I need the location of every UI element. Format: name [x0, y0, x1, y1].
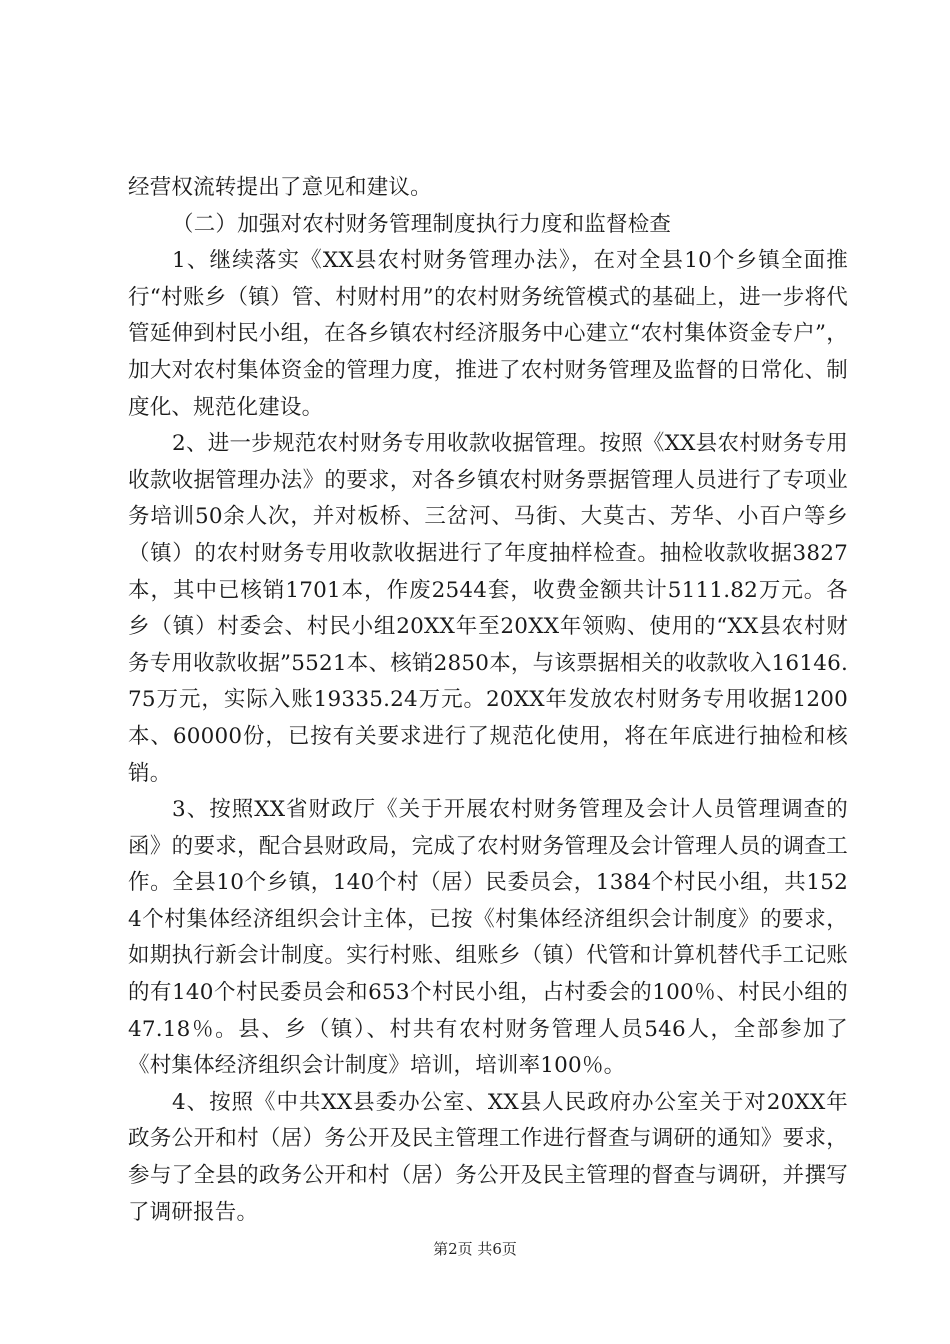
page-number-footer: 第2页 共6页: [433, 1240, 517, 1258]
section-heading: （二）加强对农村财务管理制度执行力度和监督检查: [172, 211, 672, 237]
document-body: [128, 170, 848, 1231]
paragraph-continuation: 经营权流转提出了意见和建议。: [128, 175, 432, 200]
paragraph-item-1: 1、继续落实《XX县农村财务管理办法》，在对全县10个乡镇全面推行“村账乡（镇）管、村财村用”的农村财务统管模式的基础上，进一步将代管延伸到村民小组，在各乡镇农村经济服务中心建立“农村集体资金专户”，加大对农村集体资金的管理力度，推进了农村财务管理及监督的日常化、制度化、规范化建设。: [128, 248, 848, 420]
paragraph-item-3: 3、按照XX省财政厅《关于开展农村财务管理及会计人员管理调查的函》的要求，配合县财政局，完成了农村财务管理及会计管理人员的调查工作。全县10个乡镇，140个村（居）民委员会，1384个村民小组，共1524个村集体经济组织会计主体，已按《村集体经济组织会计制度》的要求，如期执行新会计制度。实行村账、组账乡（镇）代管和计算机替代手工记账的有140个村民委员会和653个村民小组，占村委会的100％、村民小组的47.18％。县、乡（镇）、村共有农村财务管理人员546人，全部参加了《村集体经济组织会计制度》培训，培训率100％。: [128, 797, 848, 1079]
paragraph-item-4: 4、按照《中共XX县委办公室、XX县人民政府办公室关于对20XX年政务公开和村（居）务公开及民主管理工作进行督查与调研的通知》要求，参与了全县的政务公开和村（居）务公开及民主管理的督查与调研，并撰写了调研报告。: [128, 1089, 848, 1225]
paragraph-item-2: 2、进一步规范农村财务专用收款收据管理。按照《XX县农村财务专用收款收据管理办法》的要求，对各乡镇农村财务票据管理人员进行了专项业务培训50余人次，并对板桥、三岔河、马街、大莫古、芳华、小百户等乡（镇）的农村财务专用收款收据进行了年度抽样检查。抽检收款收据3827本，其中已核销1701本，作废2544套，收费金额共计5111.82万元。各乡（镇）村委会、村民小组20XX年至20XX年领购、使用的“XX县农村财务专用收款收据”5521本、核销2850本，与该票据相关的收款收入16146.75万元，实际入账19335.24万元。20XX年发放农村财务专用收据1200本、60000份，已按有关要求进行了规范化使用，将在年底进行抽检和核销。: [128, 431, 848, 786]
